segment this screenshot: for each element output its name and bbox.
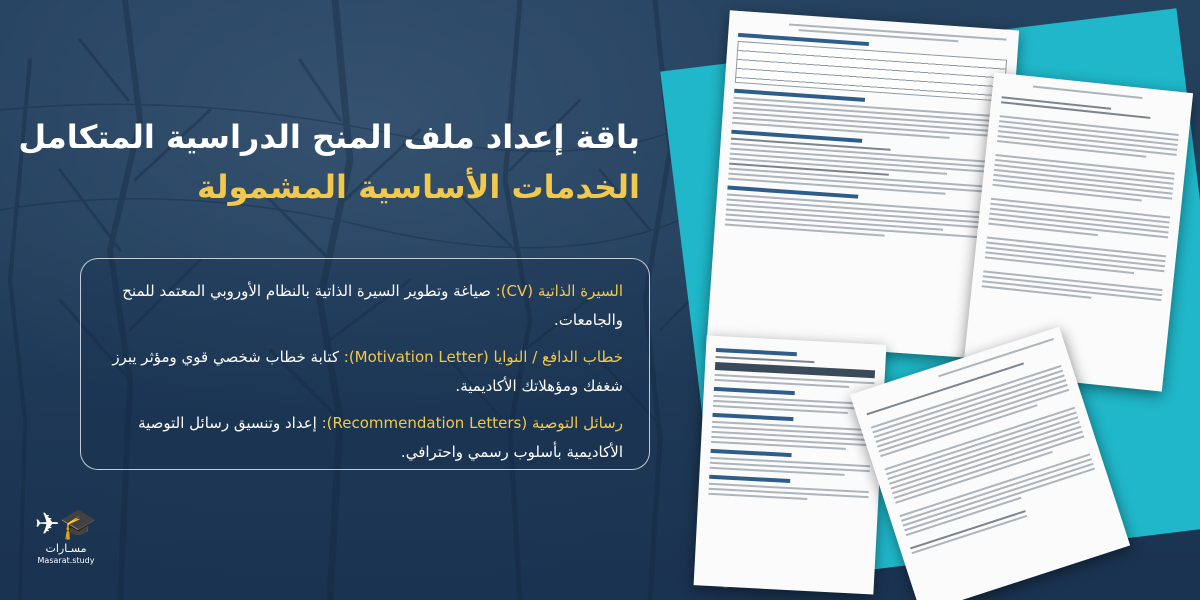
service-label-cv: السيرة الذاتية (CV): bbox=[495, 282, 623, 300]
services-box bbox=[80, 258, 650, 470]
service-item-cv bbox=[107, 277, 623, 335]
cv-skills-page bbox=[694, 335, 887, 594]
cv-section-interests bbox=[709, 475, 790, 483]
motivation-letter-document bbox=[963, 72, 1193, 391]
service-label-motivation-letter: خطاب الدافع / النوايا (Motivation Letter): bbox=[343, 348, 623, 366]
service-item-motivation-letter bbox=[107, 343, 623, 401]
graduation-plane-icon: ✈🎓 bbox=[34, 507, 98, 542]
service-label-recommendation-letters: رسائل التوصية (Recommendation Letters): bbox=[321, 414, 623, 432]
cv-section-digital bbox=[714, 387, 795, 395]
service-item-recommendation-letters bbox=[107, 409, 623, 467]
cv-section-communication bbox=[711, 449, 792, 457]
main-title: باقة إعداد ملف المنح الدراسية المتكامل bbox=[18, 118, 640, 156]
masarat-logo bbox=[28, 508, 104, 588]
cv-section-language bbox=[716, 348, 797, 356]
subtitle: الخدمات الأساسية المشمولة bbox=[197, 168, 640, 206]
logo-name-arabic: مسـارات bbox=[45, 542, 87, 555]
service-text-cv: صياغة وتطوير السيرة الذاتية بالنظام الأوروبي المعتمد للمنح والجامعات. bbox=[122, 282, 623, 329]
logo-name-english: Masarat.study bbox=[37, 556, 95, 565]
service-text-recommendation-letters: إعداد وتنسيق رسائل التوصية الأكاديمية بأسلوب رسمي واحترافي. bbox=[138, 414, 623, 461]
cv-section-personal-skills bbox=[712, 413, 793, 421]
service-text-motivation-letter: كتابة خطاب شخصي قوي ومؤثر يبرز شغفك ومؤهلاتك الأكاديمية. bbox=[112, 348, 623, 395]
